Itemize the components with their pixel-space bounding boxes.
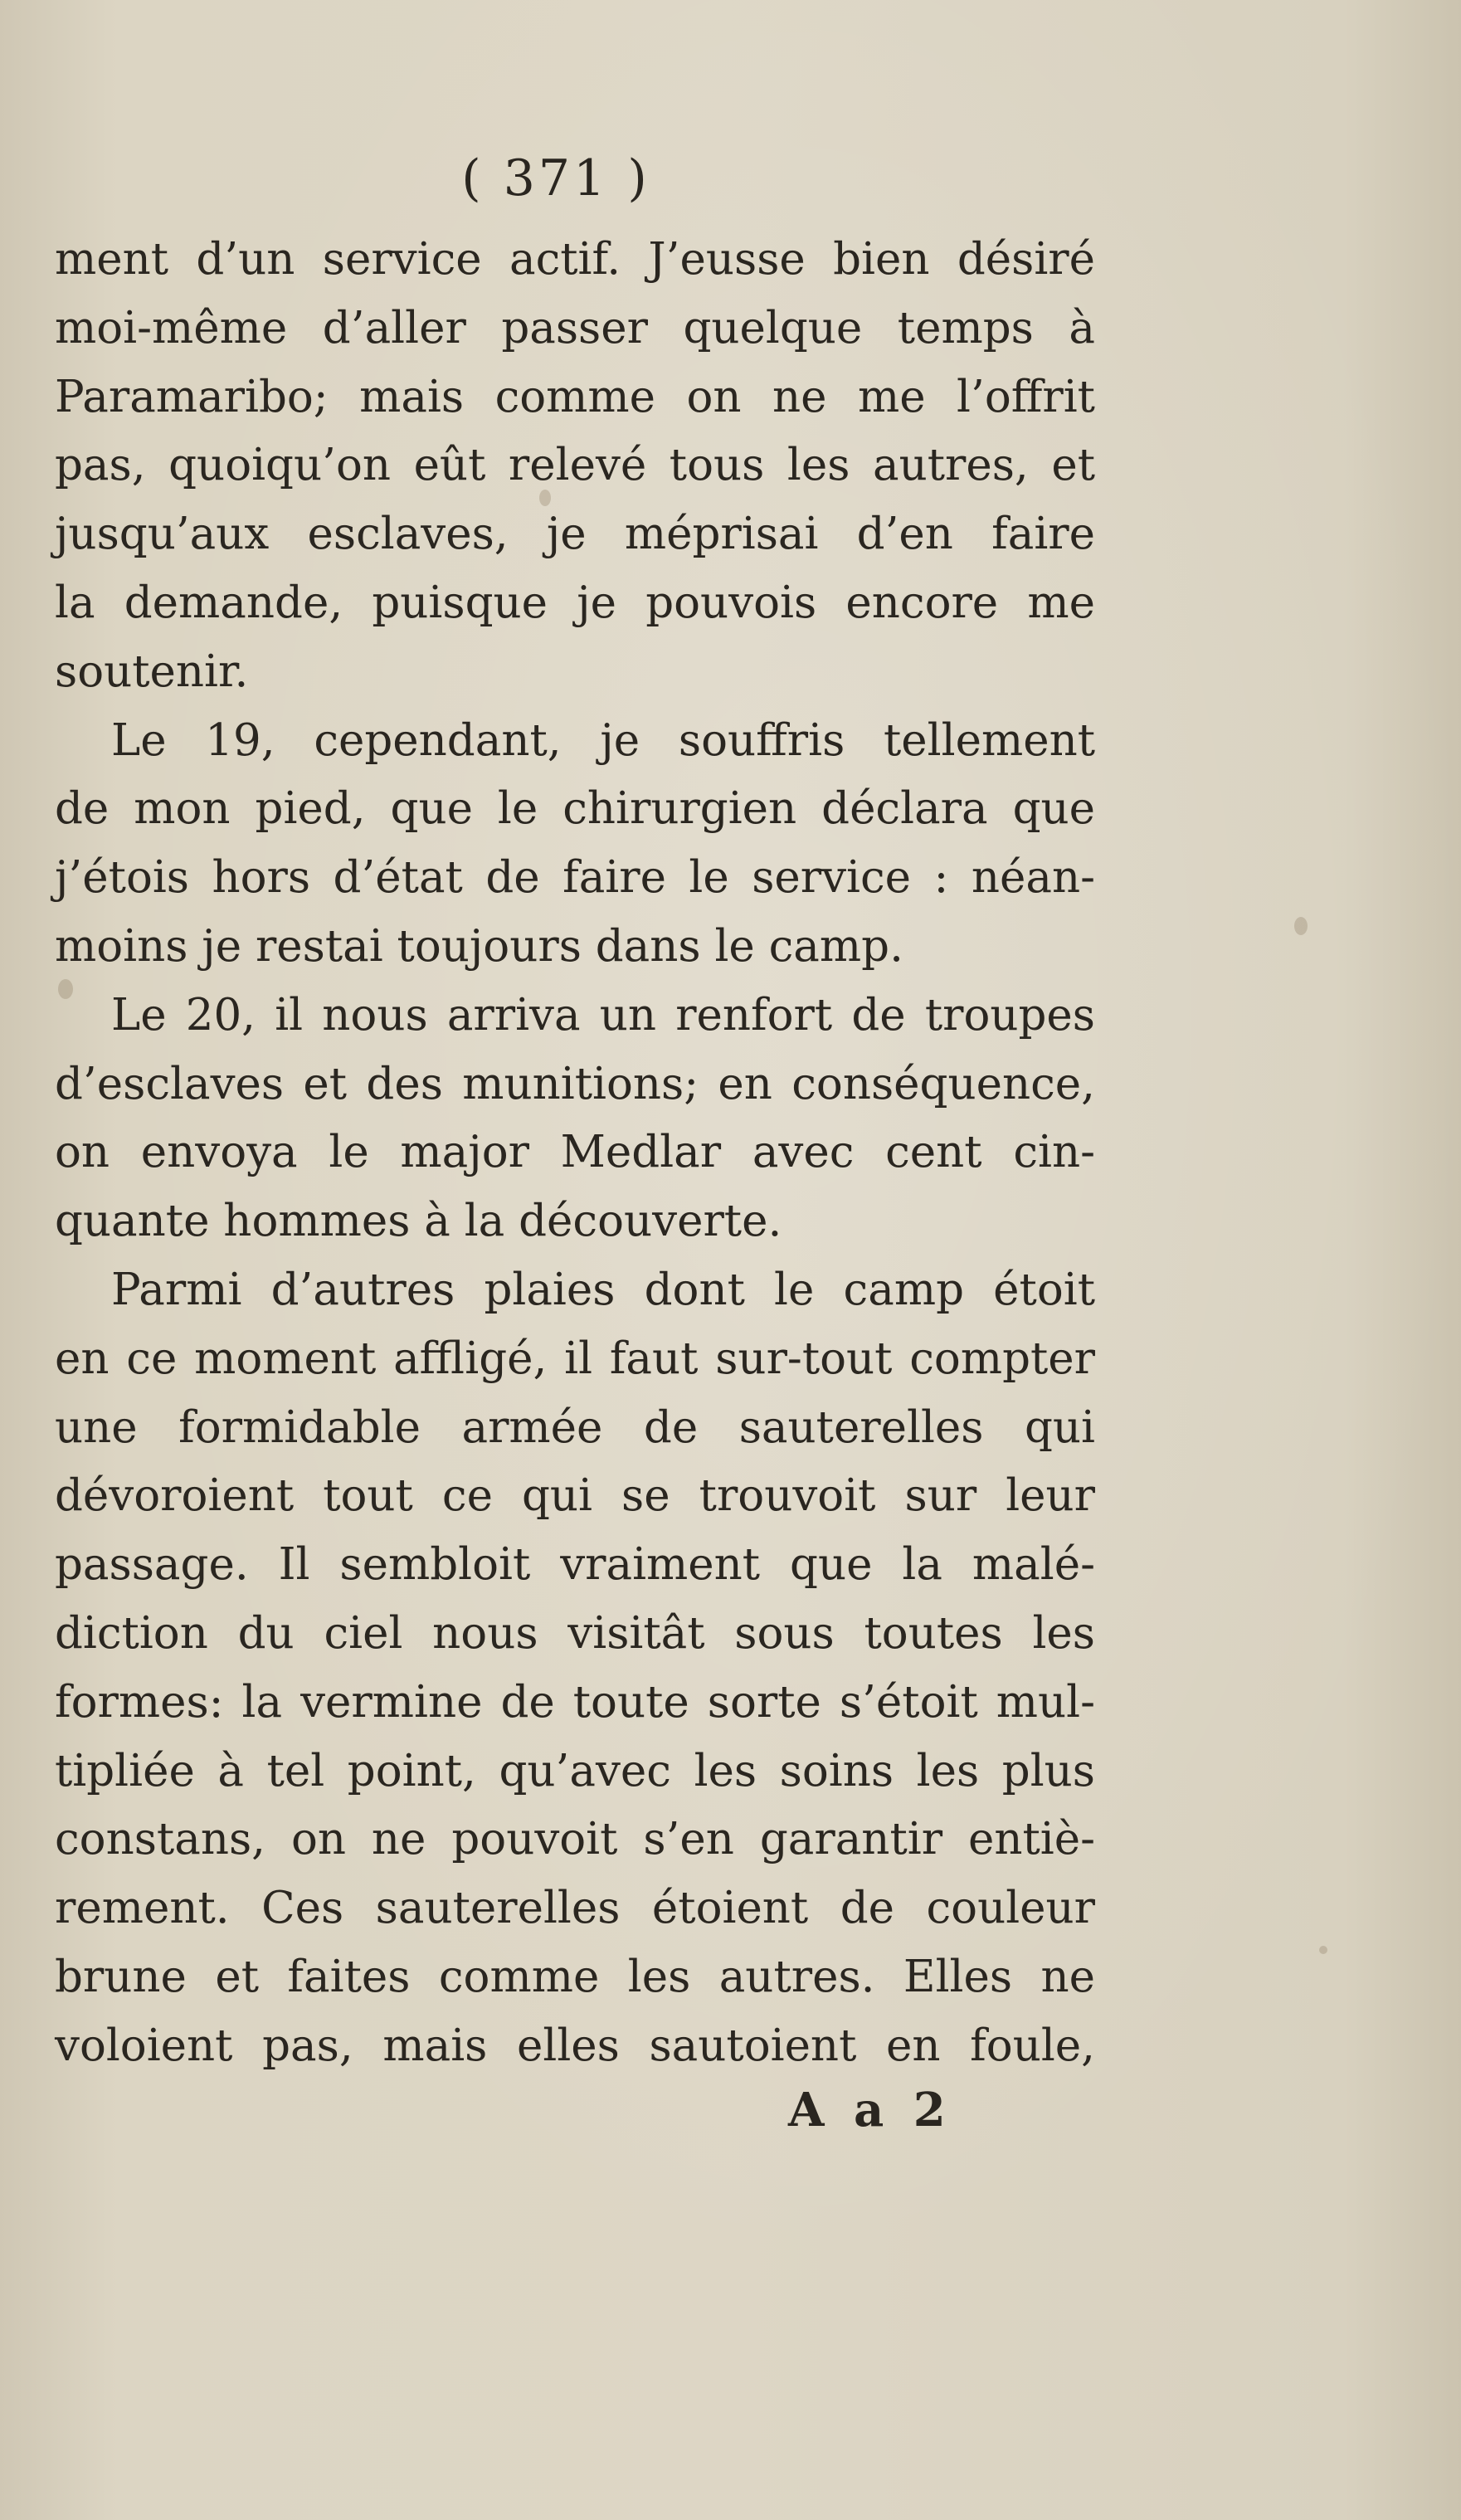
text-line: diction du ciel nous visitât sous toutes les — [55, 1607, 1095, 1659]
text-line: voloient pas, mais elles sautoient en foule, — [55, 2020, 1095, 2071]
text-line: constans, on ne pouvoit s’en garantir entiè- — [55, 1814, 1095, 1865]
text-line: la demande, puisque je pouvois encore me — [55, 577, 1095, 628]
text-line: Parmi d’autres plaies dont le camp étoit — [111, 1264, 1095, 1315]
page-number-header: ( 371 ) — [461, 149, 650, 207]
text-line: Le 20, il nous arriva un renfort de troupes — [111, 989, 1095, 1041]
text-line: formes: la vermine de toute sorte s’étoit mul- — [55, 1676, 1095, 1728]
text-line: jusqu’aux esclaves, je méprisai d’en faire — [55, 509, 1095, 560]
text-line: pas, quoiqu’on eût relevé tous les autres, et — [55, 440, 1095, 491]
text-line: soutenir. — [55, 646, 249, 697]
text-line: de mon pied, que le chirurgien déclara que — [55, 783, 1095, 835]
text-line: moins je restai toujours dans le camp. — [55, 920, 903, 972]
foxing-spot — [1294, 917, 1308, 935]
text-line: on envoya le major Medlar avec cent cin- — [55, 1127, 1095, 1178]
text-line: tipliée à tel point, qu’avec les soins les plus — [55, 1745, 1095, 1796]
text-line: brune et faites comme les autres. Elles ne — [55, 1951, 1095, 2002]
body-text — [55, 226, 1095, 2081]
text-line: Paramaribo; mais comme on ne me l’offrit — [55, 371, 1095, 422]
text-line: Le 19, cependant, je souffris tellement — [111, 714, 1095, 766]
text-line: dévoroient tout ce qui se trouvoit sur leur — [55, 1470, 1095, 1522]
text-line: d’esclaves et des munitions; en conséquence, — [55, 1058, 1095, 1109]
text-line: une formidable armée de sauterelles qui — [55, 1401, 1095, 1453]
text-line: passage. Il sembloit vraiment que la malé- — [55, 1539, 1095, 1591]
text-line: j’étois hors d’état de faire le service : néan- — [55, 852, 1095, 904]
text-line: quante hommes à la découverte. — [55, 1196, 782, 1247]
text-line: moi-même d’aller passer quelque temps à — [55, 302, 1095, 353]
signature-mark: A a 2 — [788, 2083, 952, 2137]
text-line: ment d’un service actif. J’eusse bien désiré — [55, 234, 1095, 285]
foxing-spot — [1319, 1946, 1327, 1954]
text-line: rement. Ces sauterelles étoient de couleur — [55, 1883, 1095, 1934]
text-line: en ce moment affligé, il faut sur-tout compter — [55, 1333, 1095, 1384]
